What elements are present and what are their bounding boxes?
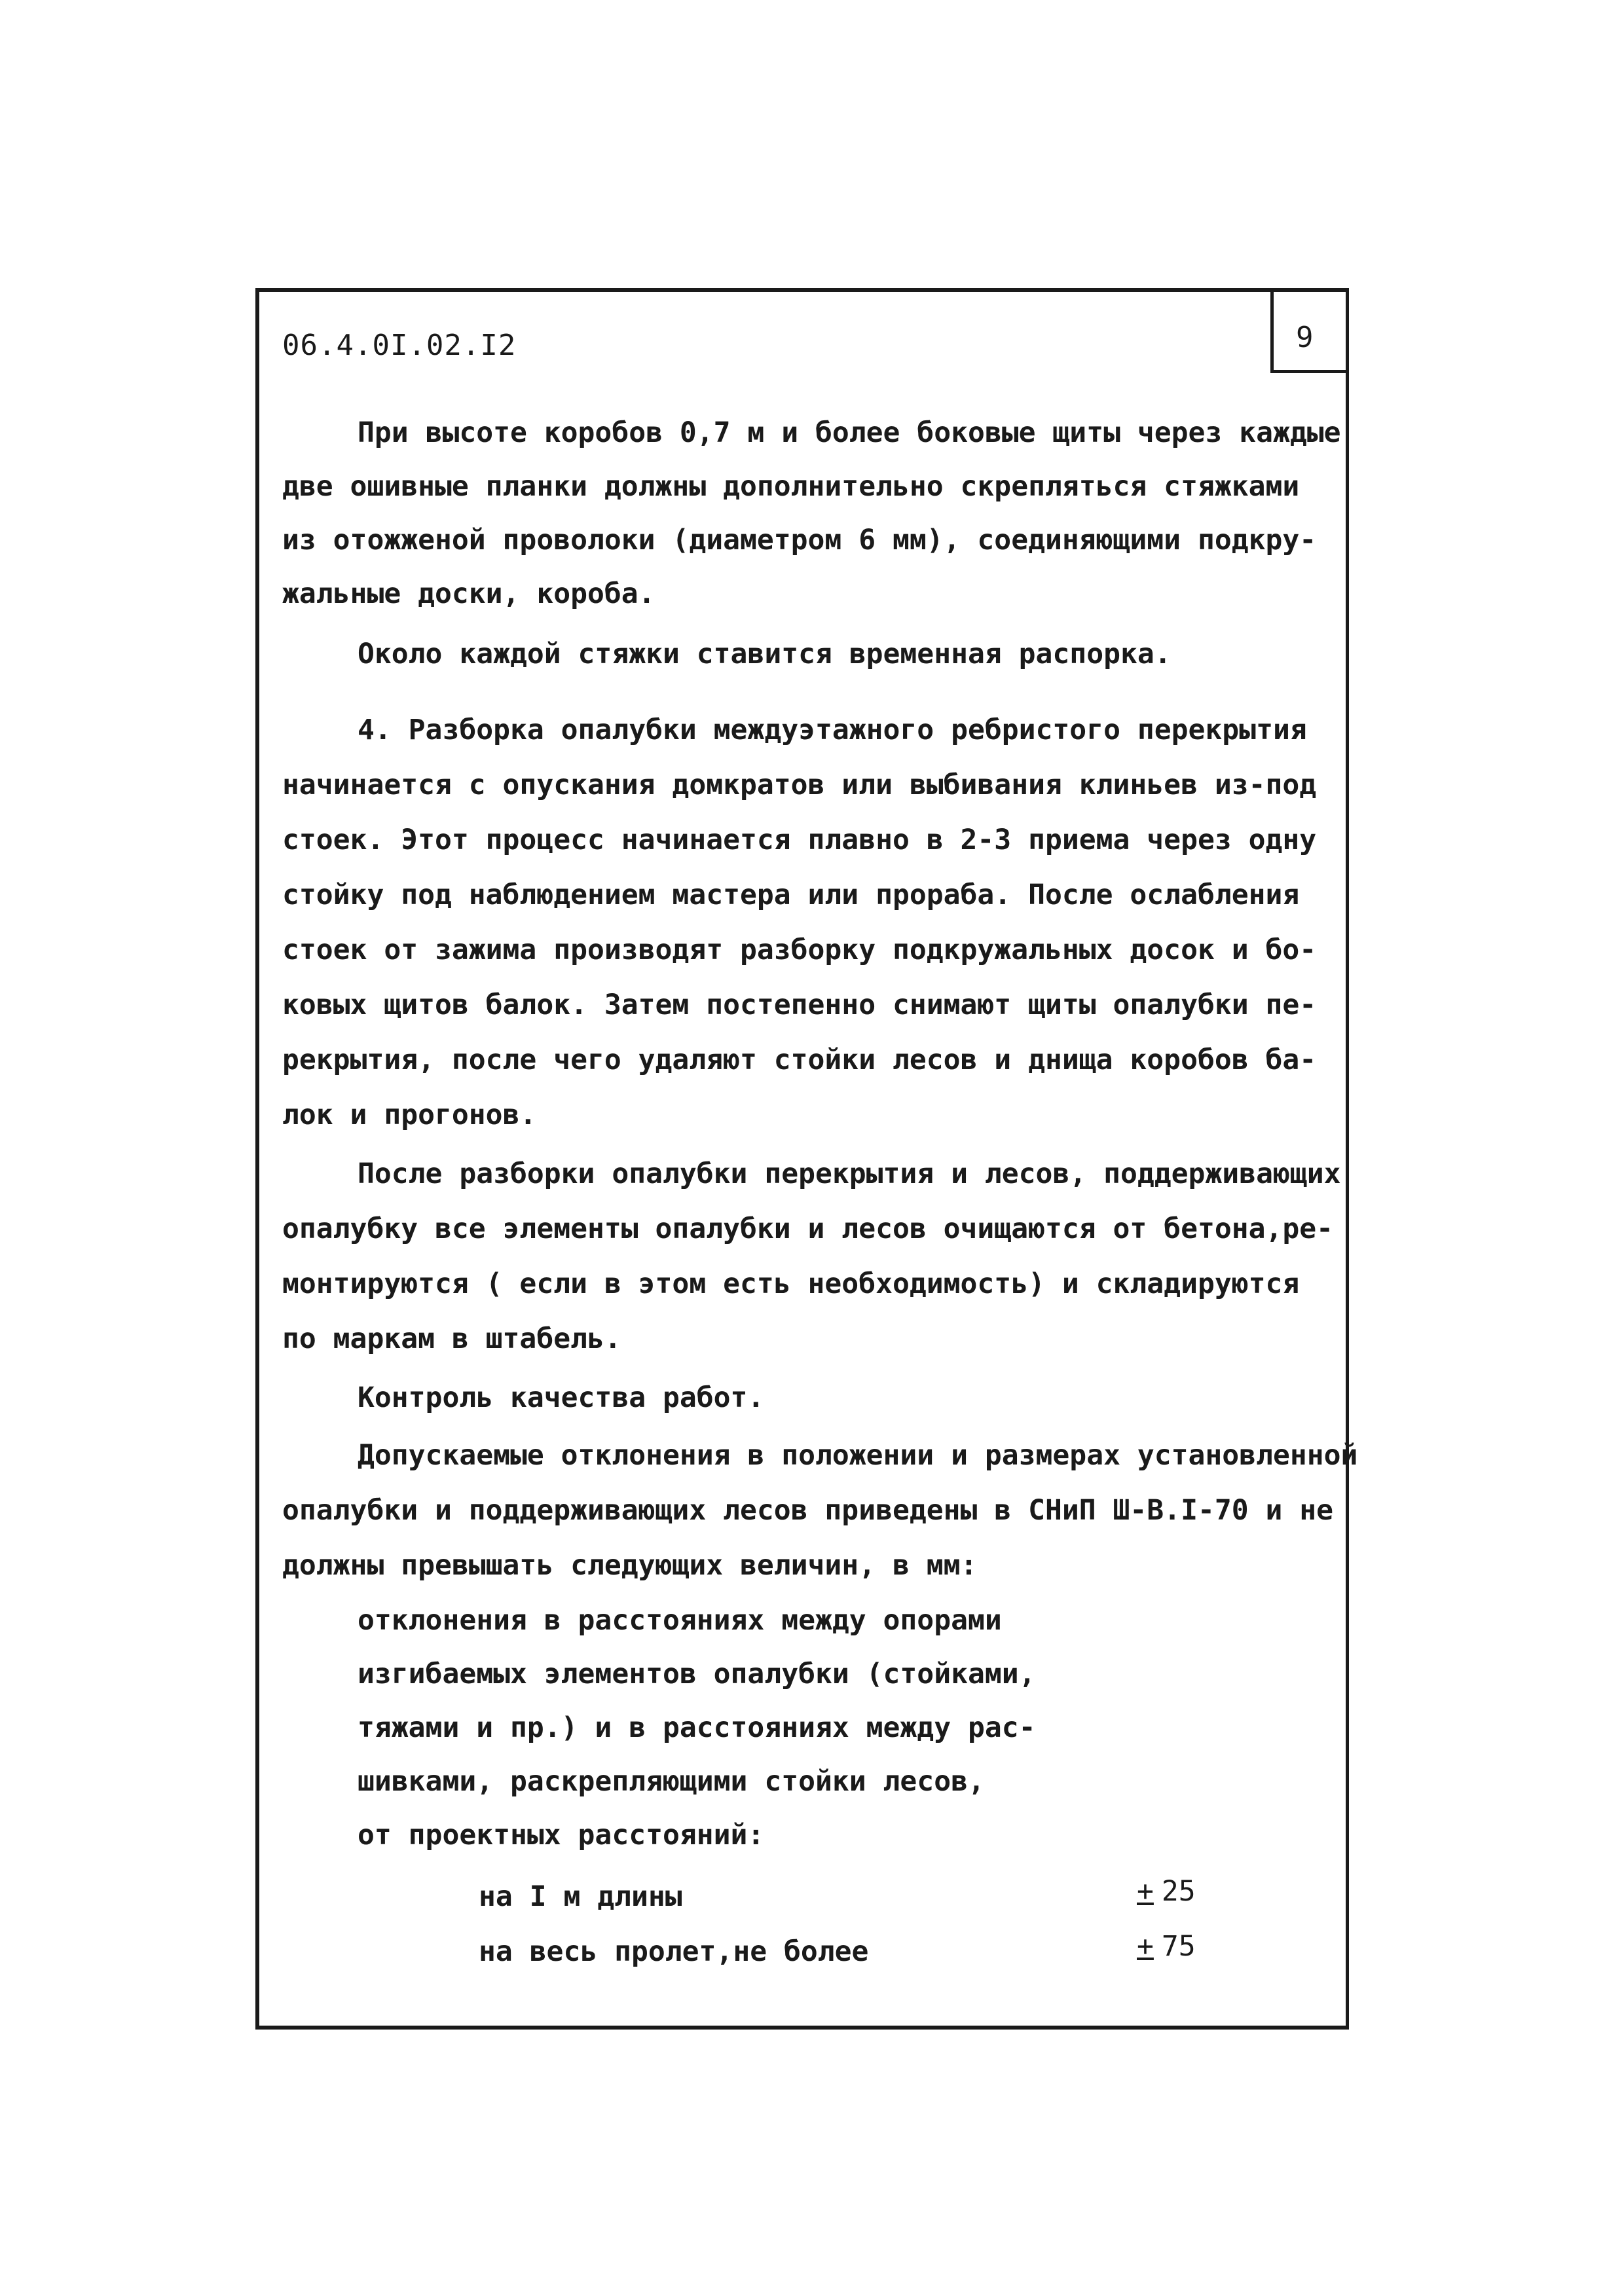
document-code: 06.4.0I.02.I2 [282,329,517,362]
plus-minus-sign: + [1137,1875,1154,1908]
body-line: изгибаемых элементов опалубки (стойками, [358,1658,1036,1690]
body-line: должны превышать следующих величин, в мм: [282,1549,978,1582]
body-line: Около каждой стяжки ставится временная распорка. [358,638,1172,670]
body-line: шивками, раскрепляющими стойки лесов, [358,1765,985,1798]
tolerance-label: на весь пролет,не более [479,1935,869,1968]
page-number-box [1270,288,1349,373]
page-number: 9 [1296,321,1314,354]
body-line: отклонения в расстояниях между опорами [358,1604,1002,1637]
body-line: лок и прогонов. [282,1099,537,1131]
body-line: тяжами и пр.) и в расстояниях между рас- [358,1711,1036,1744]
tolerance-value [1137,1930,1196,1963]
body-line: ковых щитов балок. Затем постепенно снимают щиты опалубки пе- [282,989,1317,1021]
body-line: рекрытия, после чего удаляют стойки лесов и днища коробов ба- [282,1044,1317,1076]
document-frame [255,288,1358,2030]
body-line: жальные доски, короба. [282,577,655,610]
body-line: 4. Разборка опалубки междуэтажного ребристого перекрытия [358,714,1307,746]
body-line: стойку под наблюдением мастера или прораба. После ослабления [282,879,1300,911]
section-heading: Контроль качества работ. [358,1381,765,1414]
body-line: из отожженой проволоки (диаметром 6 мм), соединяющими подкру- [282,524,1317,556]
body-line: После разборки опалубки перекрытия и лесов, поддерживающих [358,1157,1341,1190]
body-line: стоек от зажима производят разборку подкружальных досок и бо- [282,934,1317,966]
tolerance-value [1137,1875,1196,1908]
body-line: При высоте коробов 0,7 м и более боковые щиты через каждые [358,416,1341,449]
body-line: опалубки и поддерживающих лесов приведены в СНиП Ш-В.I-70 и не [282,1494,1334,1527]
body-line: начинается с опускания домкратов или выбивания клиньев из-под [282,769,1317,801]
body-line: опалубку все элементы опалубки и лесов очищаются от бетона,ре- [282,1212,1334,1245]
tolerance-number: 25 [1161,1875,1196,1908]
body-line: стоек. Этот процесс начинается плавно в 2-3 приема через одну [282,824,1317,856]
body-line: Допускаемые отклонения в положении и размерах установленной [358,1439,1358,1472]
body-line: монтируются ( если в этом есть необходимость) и складируются [282,1267,1300,1300]
body-line: по маркам в штабель. [282,1322,621,1355]
body-line: от проектных расстояний: [358,1819,765,1851]
tolerance-label: на I м длины [479,1880,682,1913]
body-line: две ошивные планки должны дополнительно скрепляться стяжками [282,470,1300,503]
tolerance-number: 75 [1161,1930,1196,1963]
plus-minus-sign: + [1137,1930,1154,1963]
